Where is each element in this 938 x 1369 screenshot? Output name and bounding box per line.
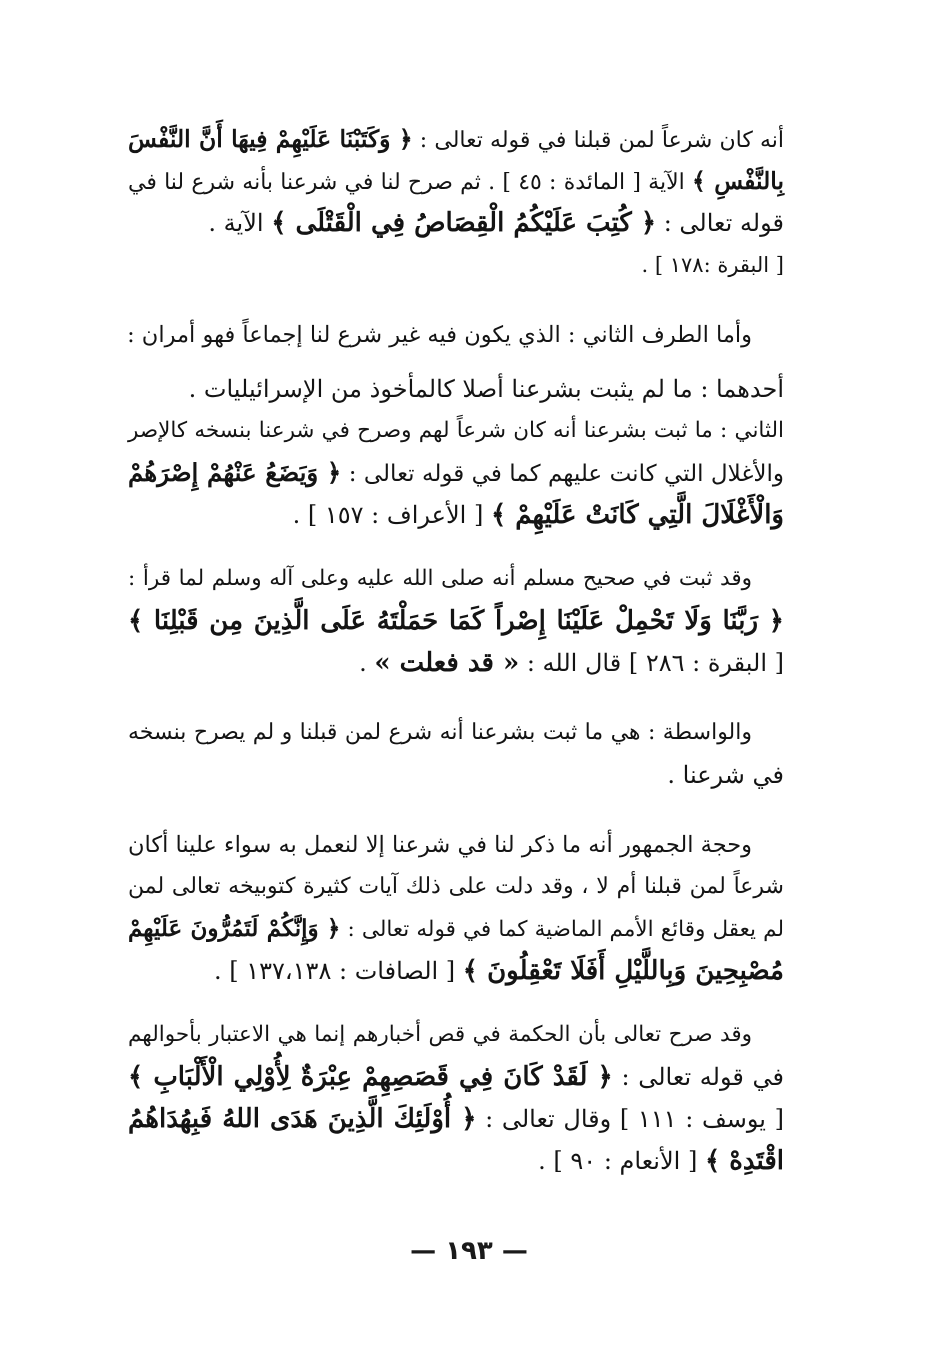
text-line xyxy=(128,160,784,202)
text-line xyxy=(128,1140,784,1182)
text-run: في قوله تعالى : xyxy=(612,1063,784,1091)
text-run: الآية [ المائدة : ٤٥ ] . ثم صرح لنا في شرعنا بأنه شرع لنا في xyxy=(128,170,692,195)
text-run: في شرعنا . xyxy=(667,761,784,789)
quran-verse: ﴿ وَكَتَبْنَا عَلَيْهِمْ فِيهَا أَنَّ النَّفْسَ xyxy=(128,125,413,153)
text-line xyxy=(128,1098,784,1140)
text-run: أنه كان شرعاً لمن قبلنا في قوله تعالى : xyxy=(412,128,785,153)
paragraph-4 xyxy=(128,558,784,684)
page-number: — ١٩٣ — xyxy=(410,1236,528,1266)
paragraph-7 xyxy=(128,1014,784,1182)
citation: [ الأعراف : ١٥٧ ] . xyxy=(292,501,491,529)
text-run: وحجة الجمهور أنه ما ذكر لنا في شرعنا إلا لنعمل به سواء علينا أكان xyxy=(128,832,752,858)
quran-verse: ﴿ رَبَّنَا وَلَا تَحْمِلْ عَلَيْنَا إِصْراً كَمَا حَمَلْتَهُ عَلَى الَّذِينَ مِن قَبْلِنَا ﴾ xyxy=(128,606,784,636)
hadith-quote: « قد فعلت » xyxy=(374,648,520,678)
text-line xyxy=(128,754,784,796)
paragraph-5 xyxy=(128,712,784,796)
text-line xyxy=(128,452,784,494)
text-run: . xyxy=(359,649,375,677)
citation: [ البقرة : ٢٨٦ ] قال الله : xyxy=(519,649,784,677)
quran-verse: ﴿ لَقَدْ كَانَ فِي قَصَصِهِمْ عِبْرَةٌ لِأُوْلِي الْأَلْبَابِ ﴾ xyxy=(128,1062,613,1092)
quran-verse: ﴿ أُوْلَئِكَ الَّذِينَ هَدَى اللهُ فَبِهُدَاهُمُ xyxy=(128,1104,477,1134)
text-line xyxy=(128,600,784,642)
citation-line xyxy=(128,244,784,286)
text-line xyxy=(128,642,784,684)
text-run: قوله تعالى : xyxy=(656,209,784,237)
text-line xyxy=(128,558,784,600)
text-line xyxy=(128,368,784,410)
quran-verse: ﴿ وَيَضَعُ عَنْهُمْ إِصْرَهُمْ xyxy=(128,458,342,487)
text-line xyxy=(128,950,784,992)
quran-verse: بِالنَّفْسِ ﴾ xyxy=(692,167,784,195)
text-run: وقد صرح تعالى بأن الحكمة في قص أخبارهم إنما هي الاعتبار بأحوالهم xyxy=(128,1022,752,1047)
citation: [ يوسف : ١١١ ] وقال تعالى : xyxy=(476,1105,784,1133)
text-line xyxy=(128,824,784,866)
text-run: أحدهما : ما لم يثبت بشرعنا أصلا كالمأخوذ من الإسرائيليات . xyxy=(188,375,784,403)
citation: [ الأنعام : ٩٠ ] . xyxy=(538,1147,705,1175)
text-line xyxy=(128,494,784,536)
paragraph-3 xyxy=(128,368,784,536)
page-body xyxy=(128,118,784,1182)
quran-verse: اقْتَدِهْ ﴾ xyxy=(704,1146,784,1176)
text-run: وقد ثبت في صحيح مسلم أنه صلى الله عليه وعلى آله وسلم لما قرأ : xyxy=(128,566,752,591)
citation: [ البقرة :١٧٨ ] . xyxy=(641,253,784,277)
paragraph-1 xyxy=(128,118,784,286)
text-line xyxy=(128,202,784,244)
quran-verse: ﴿ وَإِنَّكُمْ لَتَمُرُّونَ عَلَيْهِمْ xyxy=(128,915,341,942)
text-line xyxy=(128,1056,784,1098)
quran-verse: ﴿ كُتِبَ عَلَيْكُمُ الْقِصَاصُ فِي الْقَتْلَى ﴾ xyxy=(271,208,657,238)
text-run: الثاني : ما ثبت بشرعنا أنه كان شرعاً لهم وصرح في شرعنا بنسخه كالإصر xyxy=(128,418,784,443)
text-line xyxy=(128,866,784,908)
quran-verse: مُصْبِحِينَ وَبِاللَّيْلِ أَفَلَا تَعْقِلُونَ ﴾ xyxy=(462,956,784,986)
text-run: شرعاً لمن قبلنا أم لا ، وقد دلت على ذلك آيات كثيرة كتوبيخه تعالى لمن xyxy=(128,874,784,899)
paragraph-2 xyxy=(128,314,784,356)
text-run: والأغلال التي كانت عليهم كما في قوله تعالى : xyxy=(341,461,785,487)
text-line xyxy=(128,410,784,452)
text-run: لم يعقل وقائع الأمم الماضية كما في قوله تعالى : xyxy=(340,917,785,942)
text-run: وأما الطرف الثاني : الذي يكون فيه غير شرع لنا إجماعاً فهو أمران : xyxy=(127,322,752,348)
text-line xyxy=(128,314,784,356)
text-line xyxy=(128,712,784,754)
quran-verse: وَالْأَغْلَالَ الَّتِي كَانَتْ عَلَيْهِمْ ﴾ xyxy=(490,500,784,530)
text-line xyxy=(128,118,784,160)
text-run: والواسطة : هي ما ثبت بشرعنا أنه شرع لمن قبلنا و لم يصرح بنسخه xyxy=(128,720,752,745)
text-run: الآية . xyxy=(208,209,272,237)
text-line xyxy=(128,908,784,950)
text-line xyxy=(128,1014,784,1056)
paragraph-6 xyxy=(128,824,784,992)
citation: [ الصافات : ١٣٧،١٣٨ ] . xyxy=(214,957,463,985)
